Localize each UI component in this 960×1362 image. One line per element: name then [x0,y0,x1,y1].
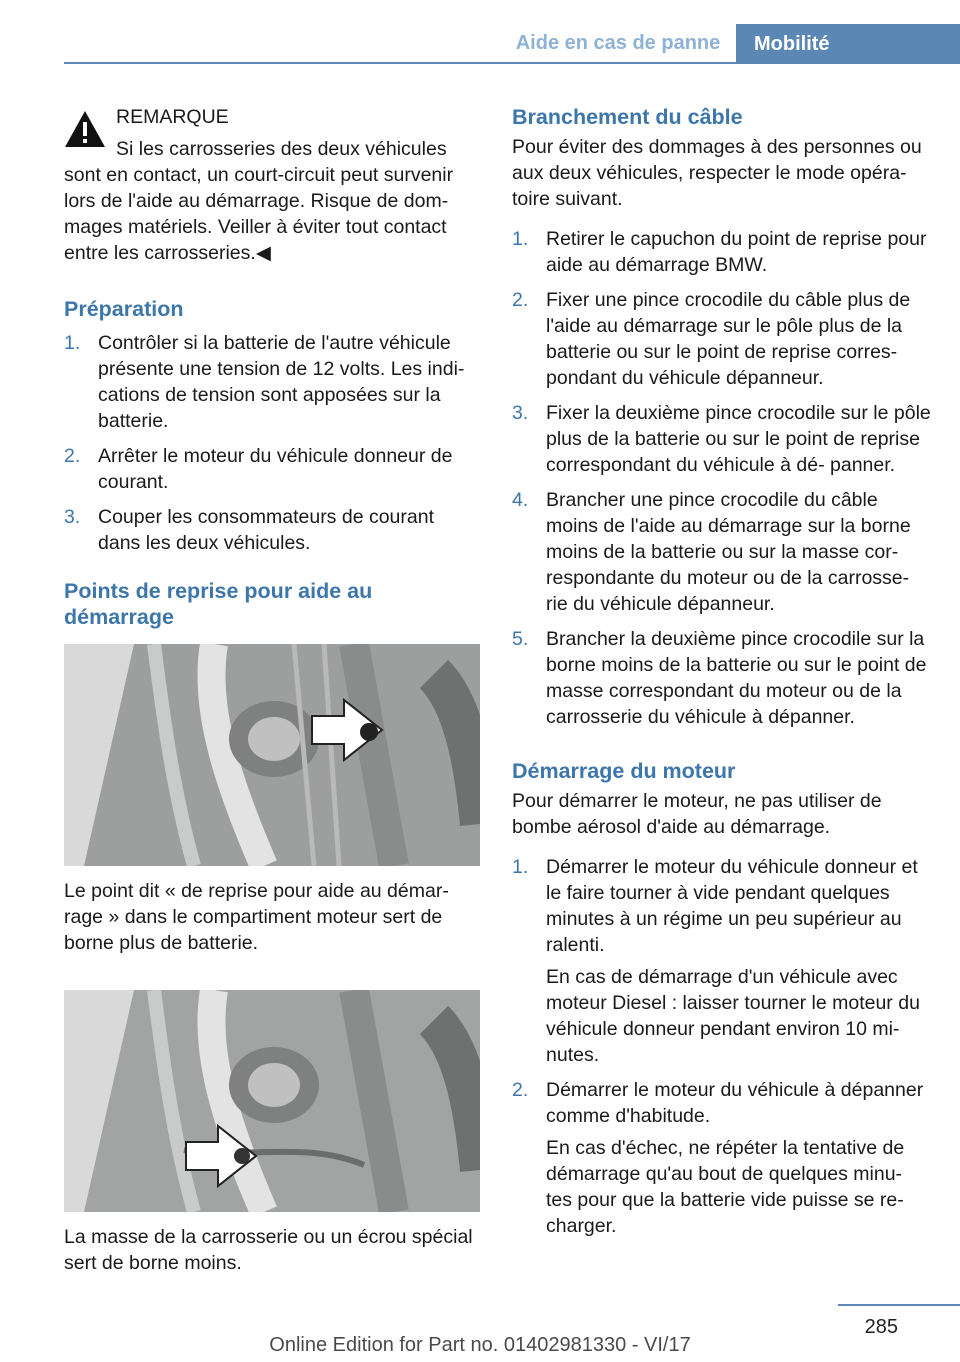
list-item [64,443,480,495]
step-number: 1. [64,332,81,354]
list-item [512,626,932,730]
list-item [512,400,932,478]
page-number: 285 [864,1316,898,1338]
caption-positive-point: Le point dit « de reprise pour aide au démar‐ rage » dans le compartiment moteur sert de borne plus de batterie. [64,880,449,954]
step-number: 1. [512,228,529,250]
photo-negative-ground-point [64,990,480,1212]
footer-rule [838,1304,960,1306]
list-item [512,1077,932,1239]
step-number: 3. [512,402,529,424]
step-number: 1. [512,856,529,878]
list-item [512,854,932,1068]
step-number: 2. [512,289,529,311]
step-text: Couper les consommateurs de courant dans les deux véhicules. [98,506,435,554]
warning-note [64,104,480,266]
heading-engine-start: Démarrage du moteur [512,759,736,783]
photo-positive-jump-point [64,644,480,866]
note-title: REMARQUE [116,106,229,128]
preparation-steps [64,330,480,556]
list-item [512,226,932,278]
step-number: 5. [512,628,529,650]
start-intro: Pour démarrer le moteur, ne pas utiliser de bombe aérosol d'aide au démarrage. [512,790,882,838]
step-text: Retirer le capuchon du point de reprise pour aide au démarrage BMW. [546,228,927,276]
header-rule [64,62,960,64]
step-text: Fixer une pince crocodile du câble plus de l'aide au démarrage sur le pôle plus de la batterie ou sur le point de reprise corres‐ pondant du véhicule dépanneur. [546,289,911,389]
list-item [512,287,932,391]
step-text: Arrêter le moteur du véhicule donneur de courant. [98,445,453,493]
step-text: Brancher la deuxième pince crocodile sur la borne moins de la batterie ou sur le point de masse correspondant du moteur ou de la carrosserie du véhicule à dépanner. [546,628,927,728]
heading-cable-connection: Branchement du câble [512,105,743,129]
step-subtext: En cas de démarrage d'un véhicule avec moteur Diesel : laisser tourner le moteur du véhicule donneur pendant environ 10 mi‐ nutes. [546,966,920,1066]
step-number: 2. [512,1079,529,1101]
edition-footer: Online Edition for Part no. 01402981330 - VI/17 [269,1334,691,1356]
right-column [512,100,932,1239]
start-steps [512,854,932,1239]
step-number: 2. [64,445,81,467]
list-item [64,504,480,556]
cable-steps [512,226,932,730]
step-text: Démarrer le moteur du véhicule à dépanner comme d'habitude. [546,1079,924,1127]
cable-intro: Pour éviter des dommages à des personnes ou aux deux véhicules, respecter le mode opéra‐ toire suivant. [512,136,922,210]
step-number: 4. [512,489,529,511]
heading-preparation: Préparation [64,297,184,321]
step-text: Brancher une pince crocodile du câble moins de l'aide au démarrage sur la borne moins de la batterie ou sur la masse cor‐ respondante du moteur ou de la carrosse‐ rie du véhicule dépanneur. [546,489,911,615]
warning-triangle-icon [64,110,106,148]
step-text: Fixer la deuxième pince crocodile sur le pôle plus de la batterie ou sur le point de reprise correspondant du véhicule à dé‐ panner. [546,402,931,476]
caption-negative-point: La masse de la carrosserie ou un écrou spécial sert de borne moins. [64,1226,473,1274]
step-number: 3. [64,506,81,528]
step-text: Démarrer le moteur du véhicule donneur et le faire tourner à vide pendant quelques minutes à un régime un peu supérieur au ralenti. [546,856,918,956]
step-subtext: En cas d'échec, ne répéter la tentative de démarrage qu'au bout de quelques minu‐ tes pour que la batterie vide puisse se re‐ charger. [546,1137,905,1237]
list-item [512,487,932,617]
heading-jump-points: Points de reprise pour aide au démarrage [64,579,373,629]
left-column [64,100,480,1276]
header-chapter-tab[interactable]: Mobilité [736,24,960,64]
header-section-tab[interactable]: Aide en cas de panne [515,32,721,54]
step-text: Contrôler si la batterie de l'autre véhicule présente une tension de 12 volts. Les indi‐ cations de tension sont apposées sur la batterie. [98,332,465,432]
list-item [64,330,480,434]
note-text: Si les carrosseries des deux véhicules sont en contact, un court-circuit peut survenir lors de l'aide au démarrage. Risque de dom‐ mages matériels. Veiller à éviter tout contact entre les carrosseries.◀ [64,138,454,264]
